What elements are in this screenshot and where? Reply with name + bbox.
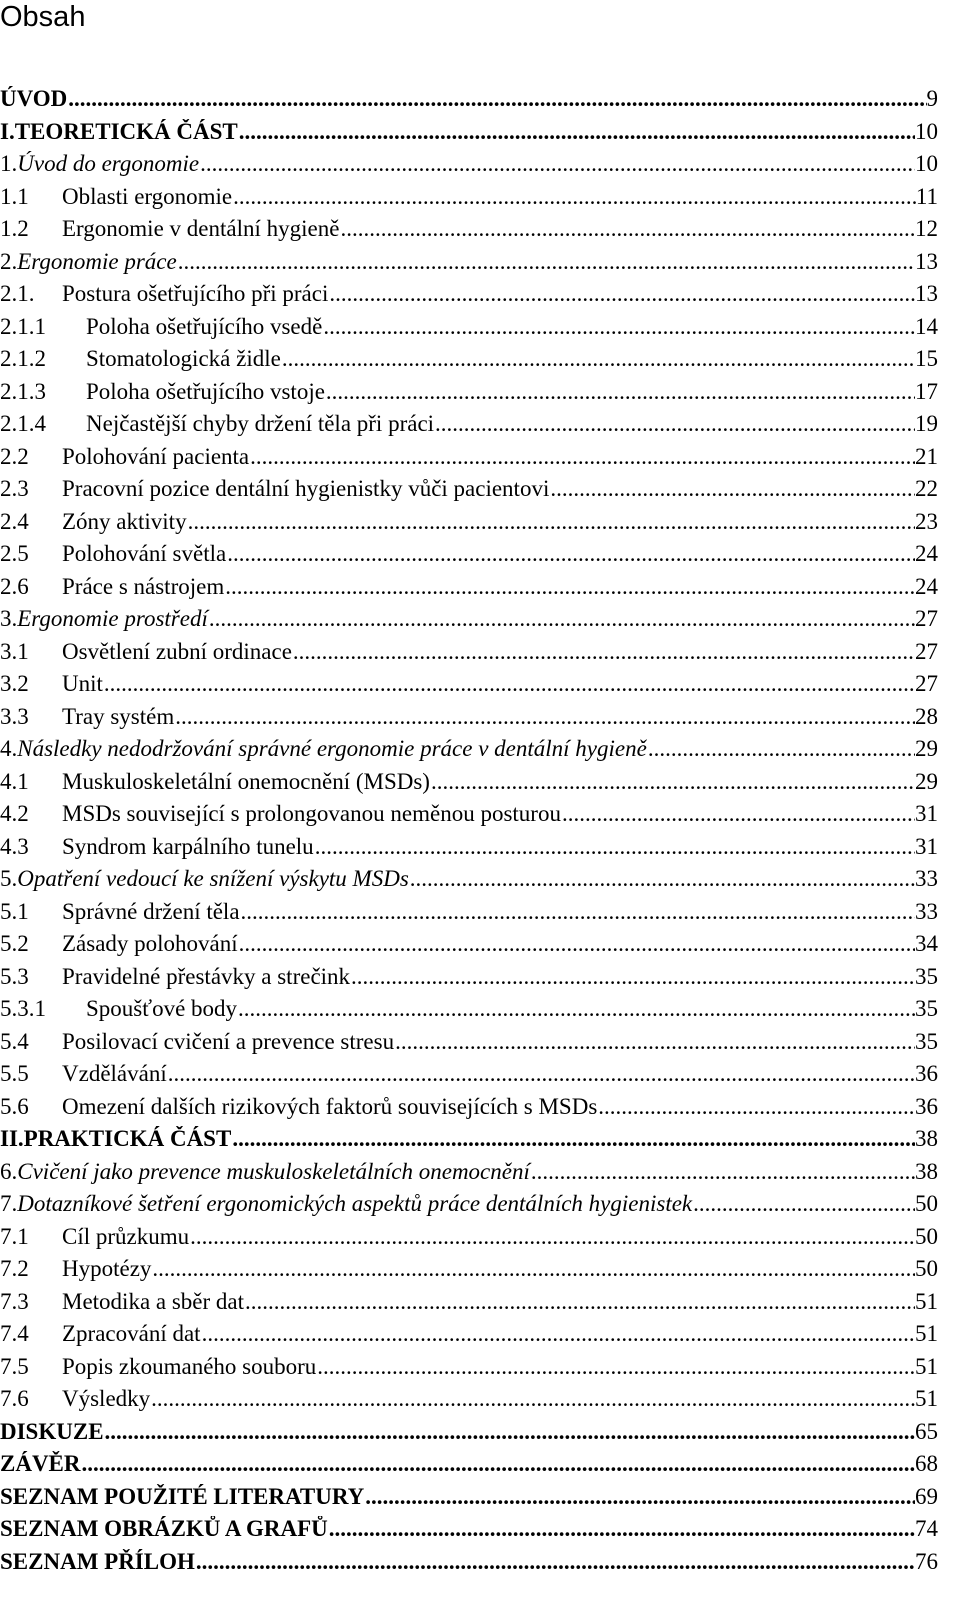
toc-entry-page-number: 50 — [915, 1223, 938, 1249]
toc-entry-page-number: 15 — [915, 346, 938, 371]
dot-leader — [316, 1354, 915, 1380]
toc-entry-title: Dotazníkové šetření ergonomických aspektů práce dentálních hygienistek — [17, 1191, 693, 1216]
toc-entry[interactable] — [0, 769, 938, 802]
dot-leader — [177, 249, 915, 275]
toc-entry-page-number: 36 — [915, 1061, 938, 1086]
toc-entry-title: Tray systém — [62, 703, 175, 729]
page-title: Obsah — [0, 1, 86, 33]
toc-entry-page-number: 69 — [915, 1483, 938, 1509]
toc-entry-number: 4.3 — [0, 833, 29, 859]
toc-entry-page-number: 28 — [915, 703, 938, 729]
toc-entry[interactable] — [0, 119, 938, 152]
dot-leader — [364, 1484, 915, 1510]
dot-leader — [208, 606, 915, 632]
toc-entry[interactable] — [0, 379, 938, 412]
toc-entry-number: 3.2 — [0, 671, 29, 696]
toc-entry[interactable] — [0, 1451, 938, 1484]
table-of-contents — [0, 86, 938, 1581]
toc-entry-number: 3.3 — [0, 703, 29, 729]
toc-entry-number: 2.3 — [0, 476, 29, 501]
dot-leader — [530, 1159, 915, 1185]
toc-entry-page-number: 23 — [915, 508, 938, 534]
toc-entry-title: Hypotézy — [62, 1256, 152, 1281]
dot-leader — [67, 86, 926, 112]
dot-leader — [350, 964, 915, 990]
toc-entry-number: 7.5 — [0, 1353, 29, 1379]
toc-entry-number: 2.4 — [0, 508, 29, 534]
toc-entry-title: Omezení dalších rizikových faktorů souvisejících s MSDs — [62, 1093, 598, 1119]
toc-entry-page-number: 50 — [915, 1256, 938, 1281]
toc-entry-title: ÚVOD — [0, 86, 68, 111]
toc-entry-number: 5. — [0, 866, 18, 891]
dot-leader — [292, 639, 915, 665]
toc-entry-page-number: 31 — [915, 833, 938, 859]
toc-entry-number: 5.2 — [0, 931, 29, 956]
toc-entry-number: 1.2 — [0, 216, 29, 241]
dot-leader — [187, 509, 915, 535]
toc-entry-page-number: 11 — [915, 183, 938, 209]
toc-entry-title: Postura ošetřujícího při práci — [62, 281, 329, 306]
toc-entry[interactable] — [0, 184, 938, 217]
dot-leader — [238, 119, 915, 145]
toc-entry-page-number: 29 — [915, 768, 938, 794]
toc-entry-title: Cvičení jako prevence muskuloskeletálních onemocnění — [17, 1158, 530, 1184]
toc-entry-title: SEZNAM POUŽITÉ LITERATURY — [0, 1483, 365, 1509]
toc-entry[interactable] — [0, 541, 938, 574]
toc-entry-page-number: 35 — [915, 1028, 938, 1054]
toc-entry-page-number: 51 — [915, 1321, 938, 1346]
toc-entry-page-number: 36 — [915, 1093, 938, 1119]
toc-entry-page-number: 27 — [915, 606, 938, 631]
toc-entry-title: Zásady polohování — [62, 931, 238, 956]
dot-leader — [150, 1386, 915, 1412]
toc-entry-title: Poloha ošetřujícího vsedě — [86, 313, 323, 339]
toc-entry[interactable] — [0, 509, 938, 542]
toc-entry-title: Nejčastější chyby držení těla při práci — [86, 411, 435, 436]
toc-entry[interactable] — [0, 899, 938, 932]
toc-entry[interactable] — [0, 1126, 938, 1159]
toc-entry-title: Ergonomie práce — [17, 248, 177, 274]
toc-entry[interactable] — [0, 606, 938, 639]
toc-entry-title: Výsledky — [62, 1386, 151, 1411]
dot-leader — [201, 1321, 915, 1347]
toc-entry-page-number: 38 — [915, 1158, 938, 1184]
toc-entry-page-number: 10 — [915, 118, 938, 144]
toc-entry-page-number: 13 — [915, 248, 938, 274]
toc-entry[interactable] — [0, 1419, 938, 1452]
toc-entry-title: Metodika a sběr dat — [62, 1288, 245, 1314]
toc-entry-page-number: 51 — [915, 1386, 938, 1411]
dot-leader — [339, 216, 915, 242]
toc-entry[interactable] — [0, 249, 938, 282]
toc-entry-page-number: 33 — [915, 898, 938, 924]
toc-entry-number: 5.1 — [0, 898, 29, 924]
dot-leader — [561, 801, 915, 827]
toc-entry-title: Polohování světla — [62, 541, 227, 566]
toc-entry[interactable] — [0, 1516, 938, 1549]
toc-entry[interactable] — [0, 444, 938, 477]
toc-entry-number: 2.1.2 — [0, 346, 46, 371]
toc-entry[interactable] — [0, 1354, 938, 1387]
toc-entry-number: 2.2 — [0, 443, 29, 469]
toc-entry[interactable] — [0, 1289, 938, 1322]
toc-entry[interactable] — [0, 866, 938, 899]
toc-entry[interactable] — [0, 931, 938, 964]
dot-leader — [167, 1061, 915, 1087]
dot-leader — [409, 866, 915, 892]
toc-entry-page-number: 27 — [915, 638, 938, 664]
toc-entry-page-number: 24 — [915, 573, 938, 599]
toc-entry-title: Oblasti ergonomie — [62, 183, 233, 209]
toc-entry-page-number: 65 — [915, 1418, 938, 1444]
toc-entry-page-number: 17 — [915, 378, 938, 404]
toc-entry[interactable] — [0, 801, 938, 834]
toc-entry-page-number: 22 — [915, 476, 938, 501]
toc-entry-number: 2.1.1 — [0, 313, 46, 339]
toc-entry[interactable] — [0, 1094, 938, 1127]
dot-leader — [232, 184, 916, 210]
dot-leader — [231, 1126, 915, 1152]
toc-entry-number: 5.3 — [0, 963, 29, 989]
toc-entry[interactable] — [0, 1191, 938, 1224]
toc-entry-number: 7.4 — [0, 1321, 29, 1346]
toc-entry-number: 2.1. — [0, 281, 35, 306]
dot-leader — [104, 1419, 915, 1445]
toc-entry-title: MSDs související s prolongovanou neměnou posturou — [62, 801, 561, 826]
toc-entry[interactable] — [0, 574, 938, 607]
toc-entry[interactable] — [0, 151, 938, 184]
toc-entry-number: 1. — [0, 151, 18, 176]
toc-entry[interactable] — [0, 639, 938, 672]
toc-entry-number: 2.1.4 — [0, 411, 46, 436]
toc-entry-number: 4. — [0, 736, 18, 761]
toc-entry-number: 2.5 — [0, 541, 29, 566]
toc-entry[interactable] — [0, 281, 938, 314]
toc-entry-number: 1.1 — [0, 183, 29, 209]
dot-leader — [692, 1191, 915, 1217]
toc-entry-title: SEZNAM OBRÁZKŮ A GRAFŮ — [0, 1516, 328, 1541]
toc-entry[interactable] — [0, 1549, 938, 1582]
dot-leader — [281, 346, 915, 372]
toc-entry-title: Vzdělávání — [62, 1061, 167, 1086]
dot-leader — [189, 1224, 915, 1250]
toc-entry-title: Stomatologická židle — [86, 346, 281, 371]
toc-entry[interactable] — [0, 1224, 938, 1257]
toc-entry-number: 6. — [0, 1158, 18, 1184]
toc-entry-number: 2.6 — [0, 573, 29, 599]
toc-entry-number: 5.3.1 — [0, 996, 46, 1021]
toc-entry-title: Správné držení těla — [62, 898, 240, 924]
dot-leader — [195, 1549, 915, 1575]
dot-leader — [549, 476, 915, 502]
toc-entry-number: 5.4 — [0, 1028, 29, 1054]
toc-entry[interactable] — [0, 1029, 938, 1062]
toc-entry[interactable] — [0, 216, 938, 249]
toc-entry-page-number: 38 — [915, 1126, 938, 1151]
toc-entry[interactable] — [0, 1484, 938, 1517]
toc-entry-number: 7.3 — [0, 1288, 29, 1314]
toc-entry-page-number: 50 — [915, 1191, 938, 1216]
toc-entry-title: Zpracování dat — [62, 1321, 201, 1346]
toc-entry-title: Osvětlení zubní ordinace — [62, 638, 292, 664]
toc-entry-page-number: 21 — [915, 443, 938, 469]
dot-leader — [81, 1451, 915, 1477]
dot-leader — [434, 411, 915, 437]
dot-leader — [237, 996, 915, 1022]
dot-leader — [647, 736, 915, 762]
toc-entry[interactable] — [0, 1061, 938, 1094]
toc-entry-number: 4.2 — [0, 801, 29, 826]
toc-entry-title: Unit — [62, 671, 103, 696]
toc-entry-number: 2. — [0, 248, 18, 274]
toc-entry-number: 7.6 — [0, 1386, 29, 1411]
toc-entry-title: Následky nedodržování správné ergonomie práce v dentální hygieně — [17, 736, 647, 761]
toc-entry[interactable] — [0, 736, 938, 769]
toc-entry-page-number: 68 — [915, 1451, 938, 1476]
dot-leader — [328, 281, 915, 307]
toc-entry-title: Opatření vedoucí ke snížení výskytu MSDs — [17, 866, 409, 891]
toc-entry[interactable] — [0, 964, 938, 997]
toc-entry-number: 7.2 — [0, 1256, 29, 1281]
toc-entry-title: SEZNAM PŘÍLOH — [0, 1548, 195, 1574]
dot-leader — [226, 541, 915, 567]
toc-entry-number: 2.1.3 — [0, 378, 46, 404]
dot-leader — [199, 151, 915, 177]
toc-entry-title: Práce s nástrojem — [62, 573, 225, 599]
dot-leader — [322, 314, 915, 340]
toc-entry-title: Pracovní pozice dentální hygienistky vůči pacientovi — [62, 476, 550, 501]
toc-entry[interactable] — [0, 1386, 938, 1419]
toc-entry-title: Spoušťové body — [86, 996, 238, 1021]
toc-entry-page-number: 12 — [915, 216, 938, 241]
dot-leader — [325, 379, 915, 405]
toc-entry-title: Muskuloskeletální onemocnění (MSDs) — [62, 768, 430, 794]
toc-entry-page-number: 51 — [915, 1288, 938, 1314]
toc-entry-number: 7. — [0, 1191, 18, 1216]
toc-entry-page-number: 35 — [915, 963, 938, 989]
dot-leader — [224, 574, 915, 600]
dot-leader — [328, 1516, 915, 1542]
toc-entry-title: Ergonomie v dentální hygieně — [62, 216, 340, 241]
toc-entry-page-number: 76 — [915, 1548, 938, 1574]
toc-entry[interactable] — [0, 346, 938, 379]
toc-entry-number: 5.6 — [0, 1093, 29, 1119]
toc-entry-title: Úvod do ergonomie — [17, 151, 200, 176]
toc-entry[interactable] — [0, 1256, 938, 1289]
toc-entry-title: Zóny aktivity — [62, 508, 187, 534]
toc-entry-title: II.PRAKTICKÁ ČÁST — [0, 1126, 232, 1151]
toc-entry-number: 5.5 — [0, 1061, 29, 1086]
toc-entry-page-number: 14 — [915, 313, 938, 339]
toc-entry-page-number: 10 — [915, 151, 938, 176]
toc-entry-title: Popis zkoumaného souboru — [62, 1353, 317, 1379]
toc-entry-title: Polohování pacienta — [62, 443, 250, 469]
toc-entry-page-number: 27 — [915, 671, 938, 696]
toc-entry-page-number: 19 — [915, 411, 938, 436]
toc-entry-title: Syndrom karpálního tunelu — [62, 833, 314, 859]
toc-entry-title: I.TEORETICKÁ ČÁST — [0, 118, 238, 144]
dot-leader — [430, 769, 915, 795]
toc-entry-title: DISKUZE — [0, 1418, 104, 1444]
toc-entry-page-number: 74 — [915, 1516, 938, 1541]
toc-entry-page-number: 13 — [915, 281, 938, 306]
toc-entry[interactable] — [0, 1159, 938, 1192]
toc-entry-page-number: 35 — [915, 996, 938, 1021]
toc-entry[interactable] — [0, 411, 938, 444]
dot-leader — [238, 931, 915, 957]
toc-entry[interactable] — [0, 1321, 938, 1354]
toc-entry-page-number: 29 — [915, 736, 938, 761]
toc-entry-page-number: 51 — [915, 1353, 938, 1379]
toc-entry[interactable] — [0, 86, 938, 119]
toc-entry-title: Posilovací cvičení a prevence stresu — [62, 1028, 395, 1054]
toc-entry-number: 3. — [0, 606, 18, 631]
toc-entry-title: Poloha ošetřujícího vstoje — [86, 378, 325, 404]
dot-leader — [314, 834, 915, 860]
toc-entry-title: Cíl průzkumu — [62, 1223, 190, 1249]
dot-leader — [394, 1029, 915, 1055]
toc-entry[interactable] — [0, 704, 938, 737]
toc-entry-number: 7.1 — [0, 1223, 29, 1249]
toc-entry-number: 4.1 — [0, 768, 29, 794]
dot-leader — [240, 899, 915, 925]
toc-entry-title: Ergonomie prostředí — [17, 606, 208, 631]
toc-entry[interactable] — [0, 671, 938, 704]
toc-entry-title: ZÁVĚR — [0, 1451, 81, 1476]
toc-entry[interactable] — [0, 996, 938, 1029]
toc-entry-page-number: 31 — [915, 801, 938, 826]
toc-entry-title: Pravidelné přestávky a strečink — [62, 963, 351, 989]
dot-leader — [244, 1289, 915, 1315]
toc-entry-page-number: 34 — [915, 931, 938, 956]
dot-leader — [597, 1094, 915, 1120]
toc-entry-page-number: 33 — [915, 866, 938, 891]
toc-entry[interactable] — [0, 314, 938, 347]
dot-leader — [103, 671, 915, 697]
dot-leader — [249, 444, 915, 470]
dot-leader — [174, 704, 915, 730]
toc-entry-page-number: 24 — [915, 541, 938, 566]
toc-entry[interactable] — [0, 834, 938, 867]
toc-entry[interactable] — [0, 476, 938, 509]
dot-leader — [151, 1256, 915, 1282]
toc-entry-number: 3.1 — [0, 638, 29, 664]
toc-entry-page-number: 9 — [926, 86, 938, 111]
